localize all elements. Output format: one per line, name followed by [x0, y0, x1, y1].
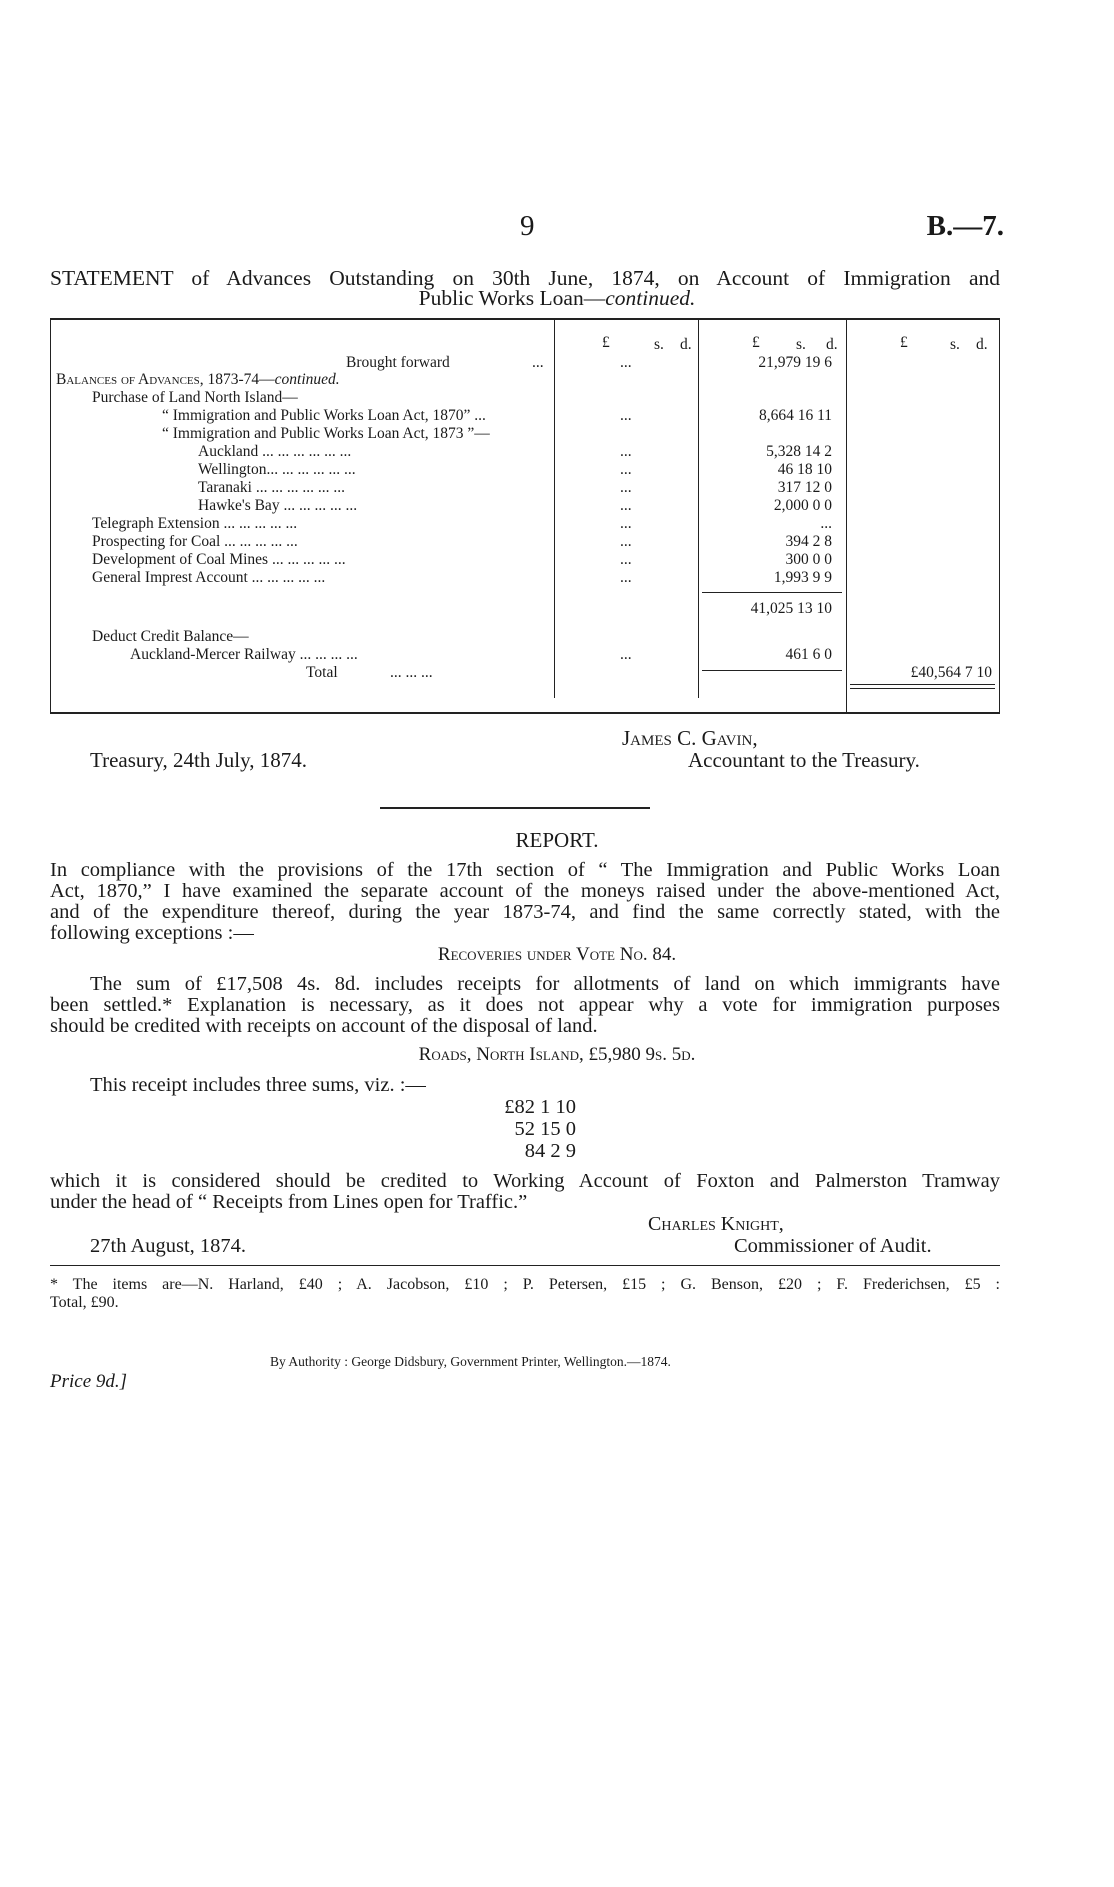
signatory-role: Accountant to the Treasury. — [688, 748, 920, 772]
section-heading — [56, 371, 340, 389]
row-col1: ... — [620, 443, 632, 460]
deduct-label: Deduct Credit Balance— — [92, 628, 249, 645]
row-col1: ... — [620, 497, 632, 514]
col-rule-1 — [554, 318, 555, 698]
col-header-shillings-1: s. — [654, 336, 664, 353]
col-header-pence-2: d. — [826, 336, 838, 353]
row-label: Hawke's Bay ... ... ... ... ... — [198, 497, 358, 514]
col-header-pence-1: d. — [680, 336, 692, 353]
total-rule-1 — [850, 684, 995, 685]
sum-1: £82 1 10 — [504, 1096, 576, 1118]
row-value: 46 18 10 — [777, 461, 832, 478]
table-top-rule — [50, 318, 1000, 320]
col-header-pounds-1: £ — [602, 334, 610, 351]
report-para1-line2: Act, 1870,” I have examined the separate account of the moneys raised under the above-mentioned Act, — [50, 880, 1000, 902]
brought-forward-label: Brought forward — [346, 354, 450, 371]
section-heading-italic: continued. — [274, 371, 340, 388]
deduct-value: 461 6 0 — [785, 646, 832, 663]
statement-title-line2 — [0, 286, 1114, 311]
statement-title-line1: STATEMENT of Advances Outstanding on 30th June, 1874, on Account of Immigration and — [50, 266, 1000, 290]
footnote-rule — [50, 1265, 1000, 1266]
report-para4-line2: under the head of “ Receipts from Lines open for Traffic.” — [50, 1191, 528, 1213]
row-value: 394 2 8 — [785, 533, 832, 550]
row-col1: ... — [620, 569, 632, 586]
printer-authority: By Authority : George Didsbury, Government Printer, Wellington.—1874. — [270, 1354, 671, 1369]
row-label: Taranaki ... ... ... ... ... ... — [198, 479, 345, 496]
report-para2-line1: The sum of £17,508 4s. 8d. includes receipts for allotments of land on which immigrants have — [90, 973, 1000, 995]
subheading-purchase-land: Purchase of Land North Island— — [92, 389, 298, 406]
document-reference: B.—7. — [926, 210, 1004, 242]
footnote-line2: Total, £90. — [50, 1294, 119, 1311]
col-header-pence-3: d. — [976, 336, 988, 353]
col-rule-2 — [698, 318, 699, 698]
footnote-line1: * The items are—N. Harland, £40 ; A. Jacobson, £10 ; P. Petersen, £15 ; G. Benson, £20 ; F. Frederichsen, £5 : — [50, 1276, 1000, 1293]
brought-forward-dots: ... — [532, 354, 544, 371]
row-col1: ... — [620, 533, 632, 550]
subtotal-value: 41,025 13 10 — [750, 600, 832, 617]
row-col1: ... — [620, 461, 632, 478]
row-label: Development of Coal Mines ... ... ... ... ... — [92, 551, 346, 568]
page-number: 9 — [520, 210, 535, 242]
title-line2-text: Public Works Loan— — [418, 286, 606, 310]
auditor-name: Charles Knight, — [648, 1213, 784, 1235]
auditor-role: Commissioner of Audit. — [734, 1235, 932, 1257]
report-para2-last: should be credited with receipts on account of the disposal of land. — [50, 1015, 598, 1037]
col-header-pounds-2: £ — [752, 334, 760, 351]
row-value: 8,664 16 11 — [758, 407, 832, 424]
row-value: 300 0 0 — [785, 551, 832, 568]
col-header-pounds-3: £ — [900, 334, 908, 351]
row-col1: ... — [620, 515, 632, 532]
row-label: General Imprest Account ... ... ... ... ... — [92, 569, 326, 586]
col-header-shillings-3: s. — [950, 336, 960, 353]
col-rule-3 — [846, 318, 847, 714]
row-label: Prospecting for Coal ... ... ... ... ... — [92, 533, 298, 550]
col-header-shillings-2: s. — [796, 336, 806, 353]
table-bottom-rule — [50, 712, 1000, 714]
row-value: 317 12 0 — [777, 479, 832, 496]
row-col1: ... — [620, 407, 632, 424]
subtotal-rule — [702, 592, 842, 593]
report-para1-last: following exceptions :— — [50, 922, 254, 944]
brought-forward-value: 21,979 19 6 — [758, 354, 832, 371]
row-label: Telegraph Extension ... ... ... ... ... — [92, 515, 298, 532]
report-para2-line2: been settled.* Explanation is necessary, as it does not appear why a vote for immigration purposes — [50, 994, 1000, 1016]
row-label: “ Immigration and Public Works Loan Act, 1870” ... — [162, 407, 486, 424]
advances-table — [50, 318, 1000, 714]
sum-3: 84 2 9 — [524, 1140, 576, 1162]
report-date: 27th August, 1874. — [90, 1235, 247, 1257]
section-divider — [380, 807, 650, 809]
row-label: Auckland ... ... ... ... ... ... — [198, 443, 352, 460]
section-heading-text: Balances of Advances, 1873-74— — [56, 371, 275, 388]
table-right-rule — [999, 318, 1000, 714]
row-value: 2,000 0 0 — [773, 497, 832, 514]
sum-2: 52 15 0 — [514, 1118, 576, 1140]
recoveries-heading: Recoveries under Vote No. 84. — [437, 944, 677, 965]
roads-heading: Roads, North Island, £5,980 9s. 5d. — [418, 1044, 696, 1065]
report-heading: REPORT. — [515, 828, 599, 852]
treasury-date: Treasury, 24th July, 1874. — [90, 748, 308, 772]
total-rule-2 — [850, 688, 995, 689]
deduct-col1: ... — [620, 646, 632, 663]
row-value: 1,993 9 9 — [773, 569, 832, 586]
brought-forward-col1: ... — [620, 354, 632, 371]
row-label: Wellington... ... ... ... ... ... — [198, 461, 356, 478]
report-para1-line3: and of the expenditure thereof, during the year 1873-74, and find the same correctly stated, with the — [50, 901, 1000, 923]
row-value: 5,328 14 2 — [766, 443, 832, 460]
report-para1-line1: In compliance with the provisions of the 17th section of “ The Immigration and Public Works Loan — [50, 859, 1000, 881]
row-col1: ... — [620, 479, 632, 496]
total-dots: ... ... ... — [390, 664, 433, 681]
signatory-name: James C. Gavin, — [622, 726, 758, 750]
report-para3: This receipt includes three sums, viz. :— — [90, 1074, 426, 1096]
total-value: £40,564 7 10 — [910, 664, 992, 681]
row-value: ... — [820, 515, 832, 532]
total-label: Total — [306, 664, 338, 681]
title-line2-italic: continued. — [605, 286, 696, 310]
table-left-rule — [50, 318, 51, 714]
deduct-rule — [702, 670, 842, 671]
report-para4-line1: which it is considered should be credited to Working Account of Foxton and Palmerston Tramway — [50, 1170, 1000, 1192]
row-label: “ Immigration and Public Works Loan Act, 1873 ”— — [162, 425, 490, 442]
deduct-item: Auckland-Mercer Railway ... ... ... ... — [130, 646, 358, 663]
price: Price 9d.] — [50, 1371, 128, 1392]
row-col1: ... — [620, 551, 632, 568]
